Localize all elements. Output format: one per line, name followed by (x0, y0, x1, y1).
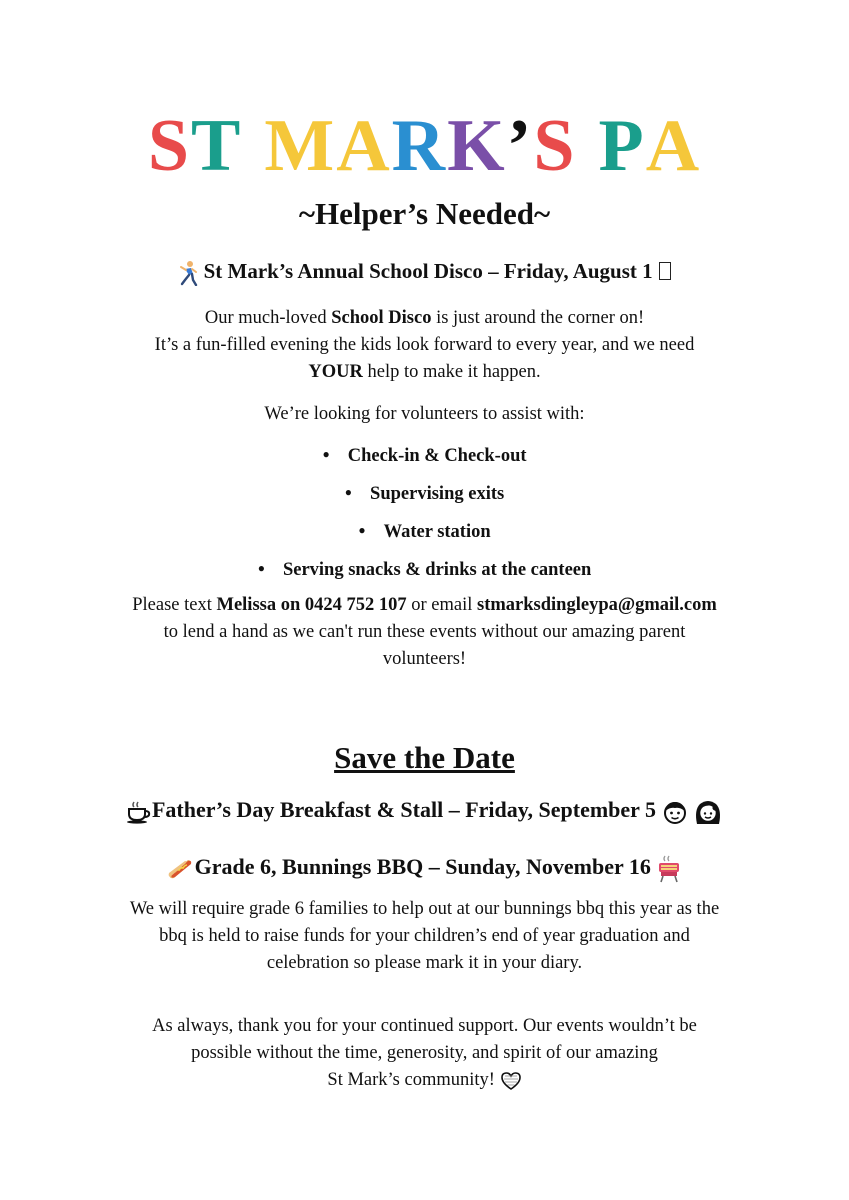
logo-letter: S (533, 105, 577, 187)
contact-phone: Melissa on 0424 752 107 (216, 595, 407, 615)
bbq-heading (0, 852, 849, 883)
logo-letter: A (336, 105, 392, 187)
closing-line1: As always, thank you for your continued support. Our events wouldn’t be (152, 1016, 697, 1036)
logo-letter: P (598, 105, 646, 187)
bbq-grill-icon (656, 855, 682, 883)
list-item: ● Check-in & Check-out (322, 446, 527, 466)
list-item: ● Supervising exits (344, 484, 505, 504)
coffee-cup-icon (126, 800, 152, 824)
bbq-line2: bbq is held to raise funds for your children’s end of year graduation and (159, 926, 690, 946)
woman-face-icon (693, 798, 723, 826)
disco-intro-paragraph (0, 305, 849, 386)
closing-line2: possible without the time, generosity, and spirit of our amazing (191, 1043, 658, 1063)
dancing-person-icon (178, 260, 198, 286)
logo-letter: K (447, 105, 507, 187)
logo-letter: T (191, 105, 243, 187)
logo-letter: S (147, 105, 191, 187)
hotdog-icon (167, 857, 195, 881)
disco-intro-line3: YOUR help to make it happen. (308, 362, 541, 382)
fathers-day-heading (0, 795, 849, 826)
logo-letter: A (645, 105, 702, 187)
fathers-day-text: Father’s Day Breakfast & Stall – Friday, September 5 (151, 797, 657, 822)
closing-line3: St Mark’s community! (0, 1067, 849, 1094)
helpers-needed-title: ~Helper’s Needed~ (298, 196, 551, 231)
save-the-date-title: Save the Date (334, 740, 515, 775)
contact-email: stmarksdingleypa@gmail.com (477, 595, 717, 615)
man-face-icon (662, 799, 688, 825)
disco-intro-line2: It’s a fun-filled evening the kids look forward to every year, and we need (154, 335, 695, 355)
closing-paragraph (0, 1013, 849, 1094)
missing-glyph-icon (659, 262, 671, 280)
bbq-paragraph (0, 896, 849, 977)
bbq-line3: celebration so please mark it in your diary. (266, 953, 583, 973)
list-item: ● Water station (358, 522, 491, 542)
contact-line1: Please text Melissa on 0424 752 107 or email stmarksdingleypa@gmail.com (132, 595, 717, 615)
disco-heading-text: St Mark’s Annual School Disco – Friday, August 1 (203, 259, 653, 283)
logo-letter (577, 106, 599, 186)
bbq-heading-text: Grade 6, Bunnings BBQ – Sunday, November 16 (194, 854, 651, 879)
logo-letter: ’ (506, 105, 534, 187)
logo-letter: M (264, 105, 337, 187)
contact-paragraph (0, 592, 849, 673)
logo-title (0, 106, 849, 186)
contact-line2: to lend a hand as we can't run these events without our amazing parent (163, 622, 686, 642)
bbq-line1: We will require grade 6 families to help out at our bunnings bbq this year as the (129, 899, 720, 919)
list-item: ● Serving snacks & drinks at the canteen (257, 560, 592, 580)
logo-letter (242, 106, 264, 186)
heart-icon (500, 1071, 522, 1091)
logo-letter: R (391, 105, 448, 187)
volunteers-intro: We’re looking for volunteers to assist with: (264, 404, 585, 424)
contact-line3: volunteers! (382, 649, 467, 669)
disco-heading (0, 256, 849, 286)
disco-intro-line1: Our much-loved School Disco is just around the corner on! (204, 308, 645, 328)
